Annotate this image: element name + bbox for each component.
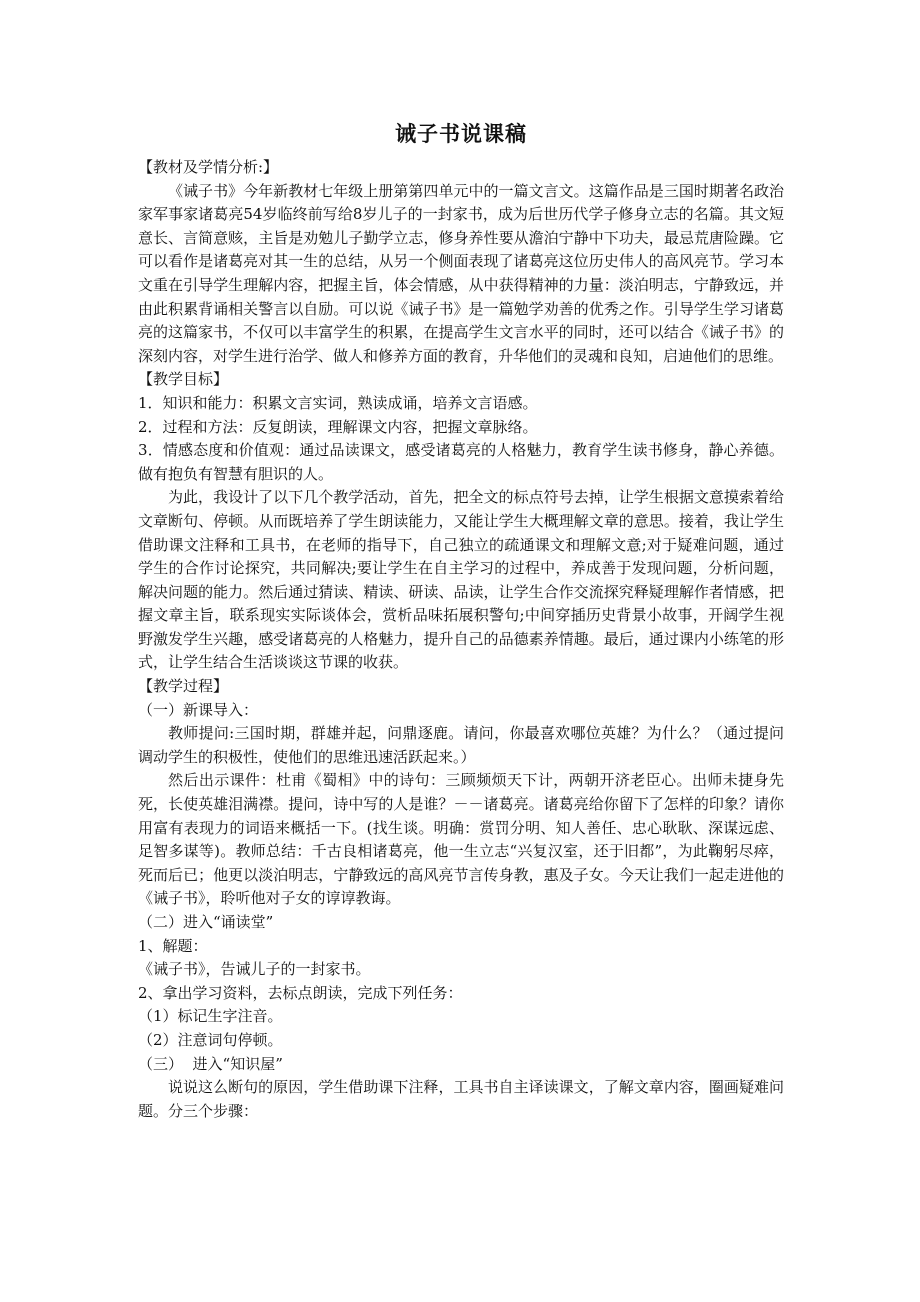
step1-paragraph-2: 然后出示课件：杜甫《蜀相》中的诗句：三顾频烦天下计，两朝开济老臣心。出师未捷身先死，长使英雄泪满襟。提问，诗中写的人是谁？－－诸葛亮。诸葛亮给你留下了怎样的印象？请你用富有表现力的词语来概括一下。(找生谈。明确：赏罚分明、知人善任、忠心耿耿、深谋远虑、足智多谋等)。教师总结：千古良相诸葛亮，他一生立志“兴复汉室，还于旧都”，为此鞠躬尽瘁，死而后已；他更以淡泊明志，宁静致远的高风亮节言传身教，惠及子女。今天让我们一起走进他的《诫子书》，聆听他对子女的谆谆教诲。 bbox=[138, 771, 784, 908]
step2-task-2: （2）注意词句停顿。 bbox=[138, 1030, 283, 1049]
step2-item-1-text: 《诫子书》，告诫儿子的一封家书。 bbox=[138, 960, 371, 979]
analysis-heading: 【教材及学情分析:】 bbox=[138, 158, 279, 176]
step2-item-1: 1、解题： bbox=[138, 936, 208, 955]
document-page bbox=[138, 120, 784, 1123]
step1-heading: （一）新课导入： bbox=[138, 700, 259, 719]
process-heading: 【教学过程】 bbox=[138, 677, 229, 696]
step3-paragraph: 说说这么断句的原因，学生借助课下注释，工具书自主译读课文，了解文章内容，圈画疑难问题。分三个步骤： bbox=[138, 1078, 784, 1120]
step2-item-2: 2、拿出学习资料，去标点朗读，完成下列任务： bbox=[138, 983, 463, 1002]
goal-item-1: 1．知识和能力：积累文言实词，熟读成诵，培养文言语感。 bbox=[138, 393, 538, 412]
goals-heading: 【教学目标】 bbox=[138, 370, 229, 389]
goal-item-2: 2．过程和方法：反复朗读，理解课文内容，把握文章脉络。 bbox=[138, 417, 538, 436]
activities-paragraph: 为此，我设计了以下几个教学活动，首先，把全文的标点符号去掉，让学生根据文意摸索着给文章断句、停顿。从而既培养了学生朗读能力，又能让学生大概理解文章的意思。接着，我让学生借助课文注释和工具书，在老师的指导下，自己独立的疏通课文和理解文意;对于疑难问题，通过学生的合作讨论探究，共同解决;要让学生在自主学习的过程中，养成善于发现问题，分析问题，解决问题的能力。然后通过猜读、精读、研读、品读，让学生合作交流探究释疑理解作者情感，把握文章主旨，联系现实实际谈体会，赏析品味拓展积警句;中间穿插历史背景小故事，开阔学生视野激发学生兴趣，感受诸葛亮的人格魅力，提升自己的品德素养情趣。最后，通过课内小练笔的形式，让学生结合生活谈谈这节课的收获。 bbox=[138, 488, 784, 672]
goal-item-3: 3．情感态度和价值观：通过品读课文，感受诸葛亮的人格魅力，教育学生读书修身，静心养德。做有抱负有智慧有胆识的人。 bbox=[138, 441, 784, 483]
step1-paragraph-1: 教师提问:三国时期，群雄并起，问鼎逐鹿。请问，你最喜欢哪位英雄？为什么？（通过提问调动学生的积极性，使他们的思维迅速活跃起来。） bbox=[138, 724, 784, 766]
analysis-paragraph: 《诫子书》今年新教材七年级上册第第四单元中的一篇文言文。这篇作品是三国时期著名政治家军事家诸葛亮54岁临终前写给8岁儿子的一封家书，成为后世历代学子修身立志的名篇。其文短意长、言简意赅，主旨是劝勉儿子勤学立志，修身养性要从澹泊宁静中下功夫，最忌荒唐险躁。它可以看作是诸葛亮对其一生的总结，从另一个侧面表现了诸葛亮这位历史伟人的高风亮节。学习本文重在引导学生理解内容，把握主旨，体会情感，从中获得精神的力量：淡泊明志，宁静致远，并由此积累背诵相关警言以自励。可以说《诫子书》是一篇勉学劝善的优秀之作。引导学生学习诸葛亮的这篇家书，不仅可以丰富学生的积累，在提高学生文言水平的同时，还可以结合《诫子书》的深刻内容，对学生进行治学、做人和修养方面的教育，升华他们的灵魂和良知，启迪他们的思维。 bbox=[138, 181, 784, 365]
document-title: 诫子书说课稿 bbox=[395, 122, 527, 146]
step2-heading: （二）进入“诵读堂” bbox=[138, 913, 274, 931]
step2-task-1: （1）标记生字注音。 bbox=[138, 1007, 283, 1026]
step3-heading: （三） 进入“知识屋” bbox=[138, 1054, 283, 1073]
